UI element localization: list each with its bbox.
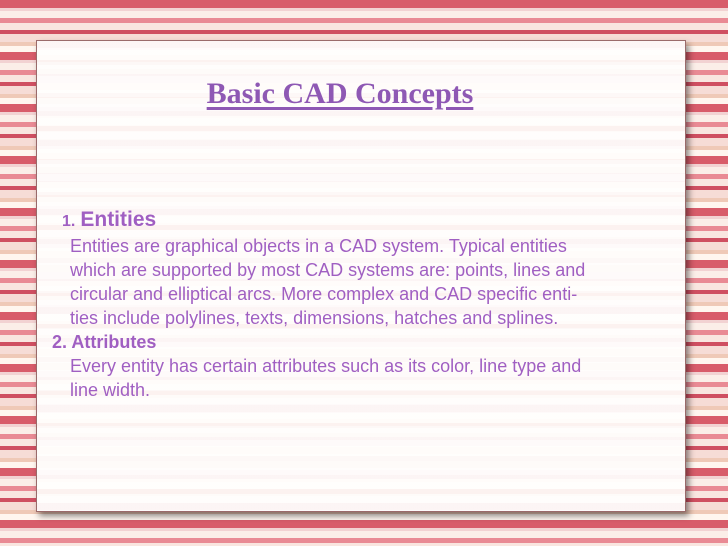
section-1-title: Entities	[80, 208, 157, 231]
section-2-line: line width.	[70, 380, 151, 400]
section-1-number: 1.	[62, 213, 76, 230]
section-1-line: which are supported by most CAD systems are: points, lines and	[70, 260, 586, 280]
section-1-line: Entities are graphical objects in a CAD system. Typical entities	[70, 236, 567, 256]
section-1-line: circular and elliptical arcs. More complex and CAD specific enti-	[70, 284, 578, 304]
slide-title: Basic CAD Concepts	[206, 77, 474, 110]
section-2-heading: 2. Attributes	[52, 332, 157, 352]
section-1-line: ties include polylines, texts, dimensions, hatches and splines.	[70, 308, 559, 328]
section-1-body	[70, 234, 692, 330]
section-2-body	[70, 354, 692, 402]
section-1-heading	[62, 208, 692, 234]
slide-content	[52, 208, 692, 402]
section-2-line: Every entity has certain attributes such as its color, line type and	[70, 356, 582, 376]
